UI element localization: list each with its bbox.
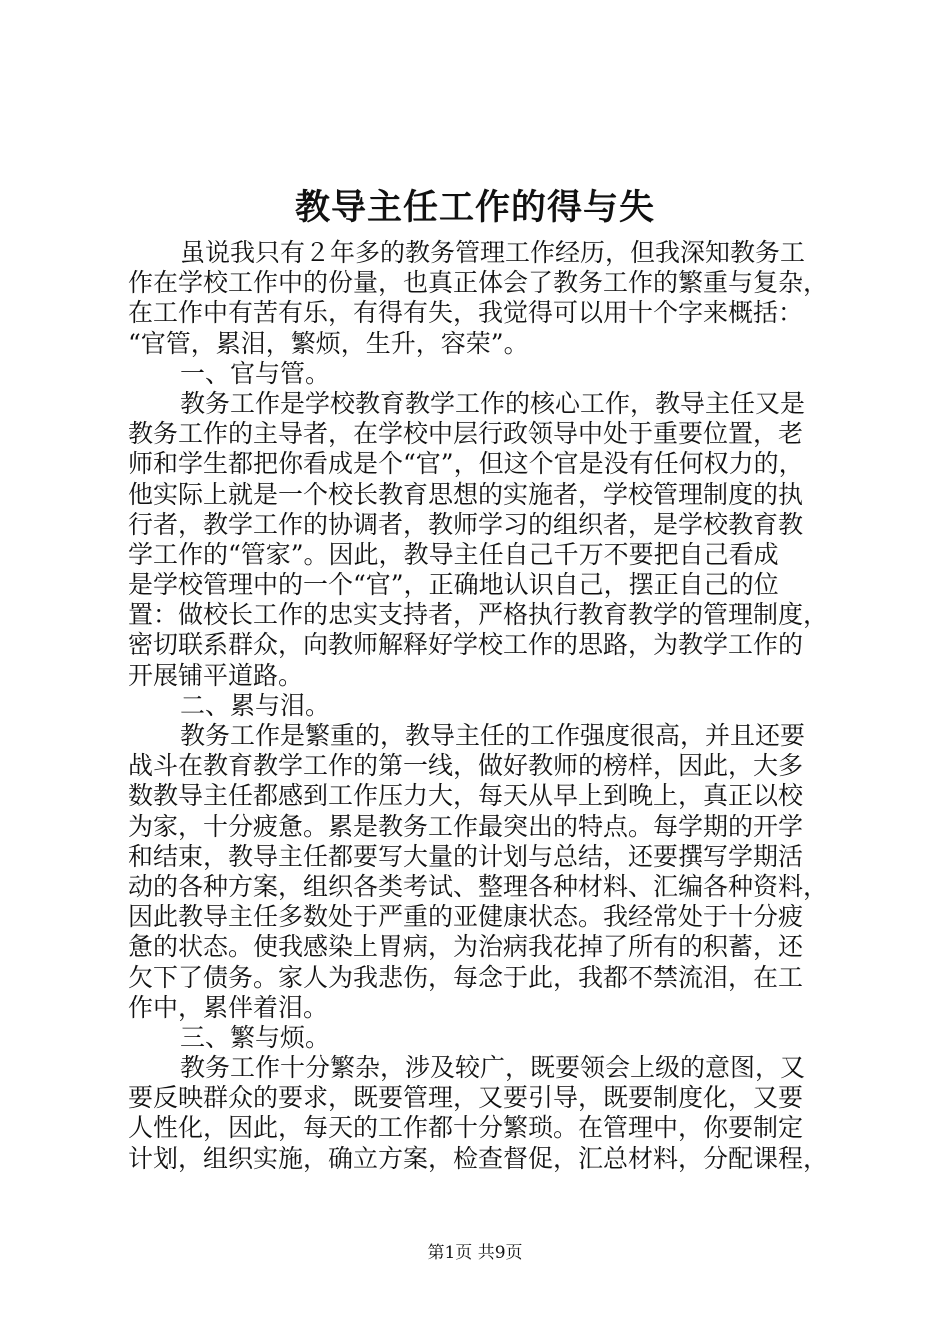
body-line: 欠下了债务。家人为我悲伤，每念于此，我都不禁流泪，在工: [128, 962, 804, 992]
body-line: 作在学校工作中的份量，也真正体会了教务工作的繁重与复杂，: [128, 268, 829, 298]
body-line: 要反映群众的要求，既要管理，又要引导，既要制度化，又要: [128, 1083, 804, 1113]
body-line: 作中，累伴着泪。: [128, 992, 329, 1022]
body-line: 学工作的“管家”。因此，教导主任自己千万不要把自己看成: [128, 539, 779, 569]
body-line: 师和学生都把你看成是个“官”，但这个官是没有任何权力的，: [128, 449, 804, 479]
document-body: [128, 238, 832, 1174]
body-line: 置：做校长工作的忠实支持者，严格执行教育教学的管理制度，: [128, 600, 829, 630]
body-line: 他实际上就是一个校长教育思想的实施者，学校管理制度的执: [128, 479, 804, 509]
body-line: 因此教导主任多数处于严重的亚健康状态。我经常处于十分疲: [128, 902, 804, 932]
body-line: 虽说我只有２年多的教务管理工作经历，但我深知教务工: [180, 238, 806, 267]
body-line: 人性化，因此，每天的工作都十分繁琐。在管理中，你要制定: [128, 1113, 804, 1143]
body-line: 开展铺平道路。: [128, 660, 304, 690]
body-line: 数教导主任都感到工作压力大，每天从早上到晚上，真正以校: [128, 781, 804, 811]
body-line: 动的各种方案，组织各类考试、整理各种材料、汇编各种资料，: [128, 871, 829, 901]
body-line: 教务工作是繁重的，教导主任的工作强度很高，并且还要: [180, 721, 806, 750]
body-line: 教务工作十分繁杂，涉及较广，既要领会上级的意图，又: [180, 1053, 806, 1083]
body-line: 三、繁与烦。: [180, 1022, 331, 1052]
body-line: 为家，十分疲惫。累是教务工作最突出的特点。每学期的开学: [128, 811, 804, 841]
body-line: 战斗在教育教学工作的第一线，做好教师的榜样，因此，大多: [128, 751, 804, 781]
document-title: 教导主任工作的得与失: [294, 187, 655, 228]
body-line: 是学校管理中的一个“官”，正确地认识自己，摆正自己的位: [128, 570, 779, 600]
body-line: 惫的状态。使我感染上胃病，为治病我花掉了所有的积蓄，还: [128, 932, 804, 962]
body-line: 二、累与泪。: [180, 690, 331, 720]
body-line: 教务工作是学校教育教学工作的核心工作，教导主任又是: [180, 388, 806, 418]
body-line: 和结束，教导主任都要写大量的计划与总结，还要撰写学期活: [128, 841, 804, 871]
body-line: 一、官与管。: [180, 358, 331, 388]
body-line: 行者，教学工作的协调者，教师学习的组织者，是学校教育教: [128, 509, 804, 539]
page-footer: 第1页 共9页: [427, 1243, 523, 1263]
body-line: 在工作中有苦有乐，有得有失，我觉得可以用十个字来概括：: [128, 298, 804, 328]
body-line: 密切联系群众，向教师解释好学校工作的思路，为教学工作的: [128, 630, 804, 660]
body-line: 计划，组织实施，确立方案，检查督促，汇总材料，分配课程，: [128, 1143, 829, 1173]
body-line: 教务工作的主导者，在学校中层行政领导中处于重要位置，老: [128, 419, 804, 449]
body-line: “官管，累泪，繁烦，生升，容荣”。: [128, 328, 529, 358]
